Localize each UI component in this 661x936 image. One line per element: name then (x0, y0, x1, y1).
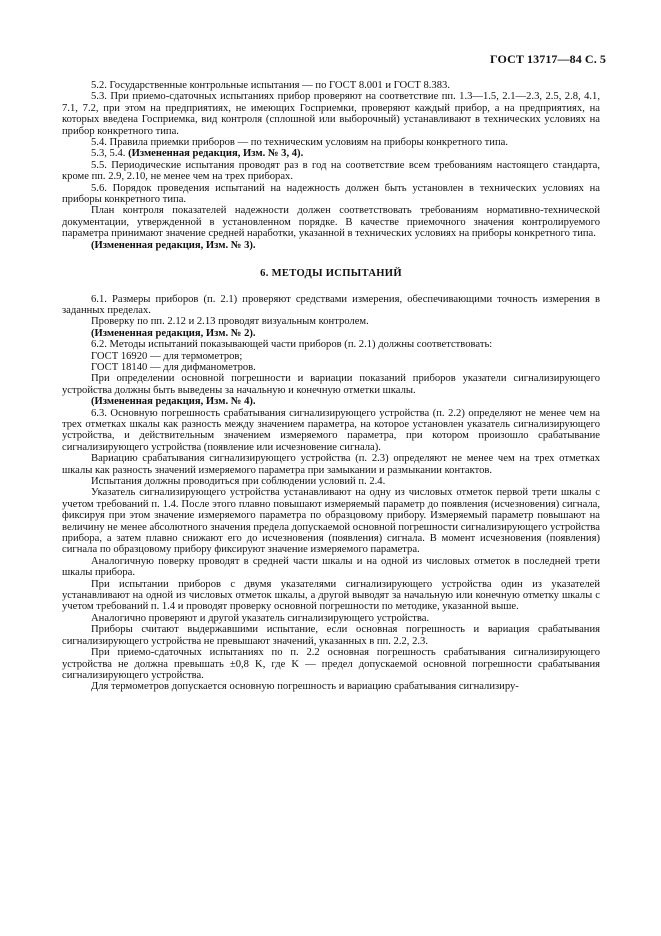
paragraph: Вариацию срабатывания сигнализирующего устройства (п. 2.3) определяют не менее чем на трех отметках шкалы как разность значений измеряемого параметра при замыкании и размыкании контактов. (62, 453, 600, 476)
paragraph: План контроля показателей надежности должен соответствовать требованиям нормативно-технической документации, утвержденной в установленном порядке. В качестве приемочного значения контролируемого параметра принимают значение средней наработки, указанной в технических условиях на приборы конкретного типа. (62, 205, 600, 240)
amendment-note: (Измененная редакция, Изм. № 3). (91, 239, 256, 251)
page-header: ГОСТ 13717—84 С. 5 (490, 52, 606, 66)
paragraph: При испытании приборов с двумя указателями сигнализирующего устройства один из указателей устанавливают на одной из числовых отметок шкалы, а другой выводят за начальную или конечную отметку шкалы с учетом требований п. 1.4 и проводят проверку основной погрешности по методике, указанной выше. (62, 578, 600, 613)
paragraph: ГОСТ 18140 — для дифманометров. (91, 361, 256, 373)
section-title: 6. МЕТОДЫ ИСПЫТАНИЙ (260, 268, 402, 280)
paragraph: 6.3. Основную погрешность срабатывания сигнализирующего устройства (п. 2.2) определяют не менее чем на трех отметках шкалы как разность между значением параметра, на которое установлен указатель сигнализирующего устройства, и действительным значением измеряемого параметра, при котором произошло срабатывание сигнализирующего устройства (появление или исчезновение сигнала). (62, 407, 600, 453)
paragraph: Приборы считают выдержавшими испытание, если основная погрешность и вариация срабатывания сигнализирующего устройства не превышают значений, указанных в пп. 2.2, 2.3. (62, 624, 600, 647)
amendment-note: (Измененная редакция, Изм. № 2). (91, 327, 256, 339)
paragraph: 6.1. Размеры приборов (п. 2.1) проверяют средствами измерения, обеспечивающими точность измерения в заданных пределах. (62, 293, 600, 316)
paragraph: При приемо-сдаточных испытаниях по п. 2.2 основная погрешность срабатывания сигнализирующего устройства не должна превышать ±0,8 K, где K — предел допускаемой основной погрешности срабатывания сигнализирующего устройства. (62, 647, 600, 681)
amendment-label: (Измененная редакция, Изм. № 3, 4). (128, 148, 304, 160)
document-body (62, 80, 600, 693)
paragraph: 5.2. Государственные контрольные испытания — по ГОСТ 8.001 и ГОСТ 8.383. (91, 80, 450, 91)
paragraph: Аналогичную поверку проводят в средней части шкалы и на одной из числовых отметок в последней трети шкалы прибора. (62, 555, 600, 579)
amendment-note: (Измененная редакция, Изм. № 4). (91, 396, 256, 408)
paragraph: Для термометров допускается основную погрешность и вариацию срабатывания сигнализиру- (91, 681, 519, 693)
paragraph: Проверку по пп. 2.12 и 2.13 проводят визуальным контролем. (91, 316, 369, 328)
paragraph: При определении основной погрешности и вариации показаний приборов указатели сигнализирующего устройства должны быть выведены за начальную и конечную отметки шкалы. (62, 373, 600, 396)
paragraph: 5.5. Периодические испытания проводят раз в год на соответствие всем требованиям настоящего стандарта, кроме пп. 2.9, 2.10, не менее чем на трех приборах. (62, 159, 600, 183)
paragraph: 5.3. При приемо-сдаточных испытаниях прибор проверяют на соответствие пп. 1.3—1.5, 2.1—2.3, 2.5, 2.8, 4.1, 7.1, 7.2, при этом на предприятиях, не имеющих Госприемки, проверяют каждый прибор, а на предприятиях, на которых введена Госприемка, вид контроля (сплошной или выборочный) устанавливают в технических условиях на прибор конкретного типа. (62, 91, 600, 137)
paragraph: ГОСТ 16920 — для термометров; (91, 350, 243, 362)
amendment-note (62, 148, 600, 159)
paragraph: 6.2. Методы испытаний показывающей части приборов (п. 2.1) должны соответствовать: (91, 339, 493, 351)
paragraph: 5.4. Правила приемки приборов — по техническим условиям на приборы конкретного типа. (91, 137, 508, 149)
clause-ref: 5.3, 5.4. (91, 148, 129, 160)
paragraph: Указатель сигнализирующего устройства устанавливают на одну из числовых отметок первой трети шкалы с учетом требований п. 1.4. После этого плавно повышают измеряемый параметр до появления (исчезновения) сигнала, фиксируя при этом значение измеряемого параметра по образцовому прибору. Измеряемый параметр повышают на величину не менее абсолютного значения предела допускаемой основной погрешности сигнализирующего устройства прибора, а затем плавно снижают его до исчезновения (появления) сигнала. В момент исчезновения (появления) сигнала по образцовому прибору фиксируют значение измеряемого параметра. (62, 487, 600, 556)
paragraph: Аналогично проверяют и другой указатель сигнализирующего устройства. (91, 612, 430, 624)
paragraph: Испытания должны проводиться при соблюдении условий п. 2.4. (91, 476, 386, 487)
paragraph: 5.6. Порядок проведения испытаний на надежность должен быть установлен в технических условиях на приборы конкретного типа. (62, 182, 600, 206)
